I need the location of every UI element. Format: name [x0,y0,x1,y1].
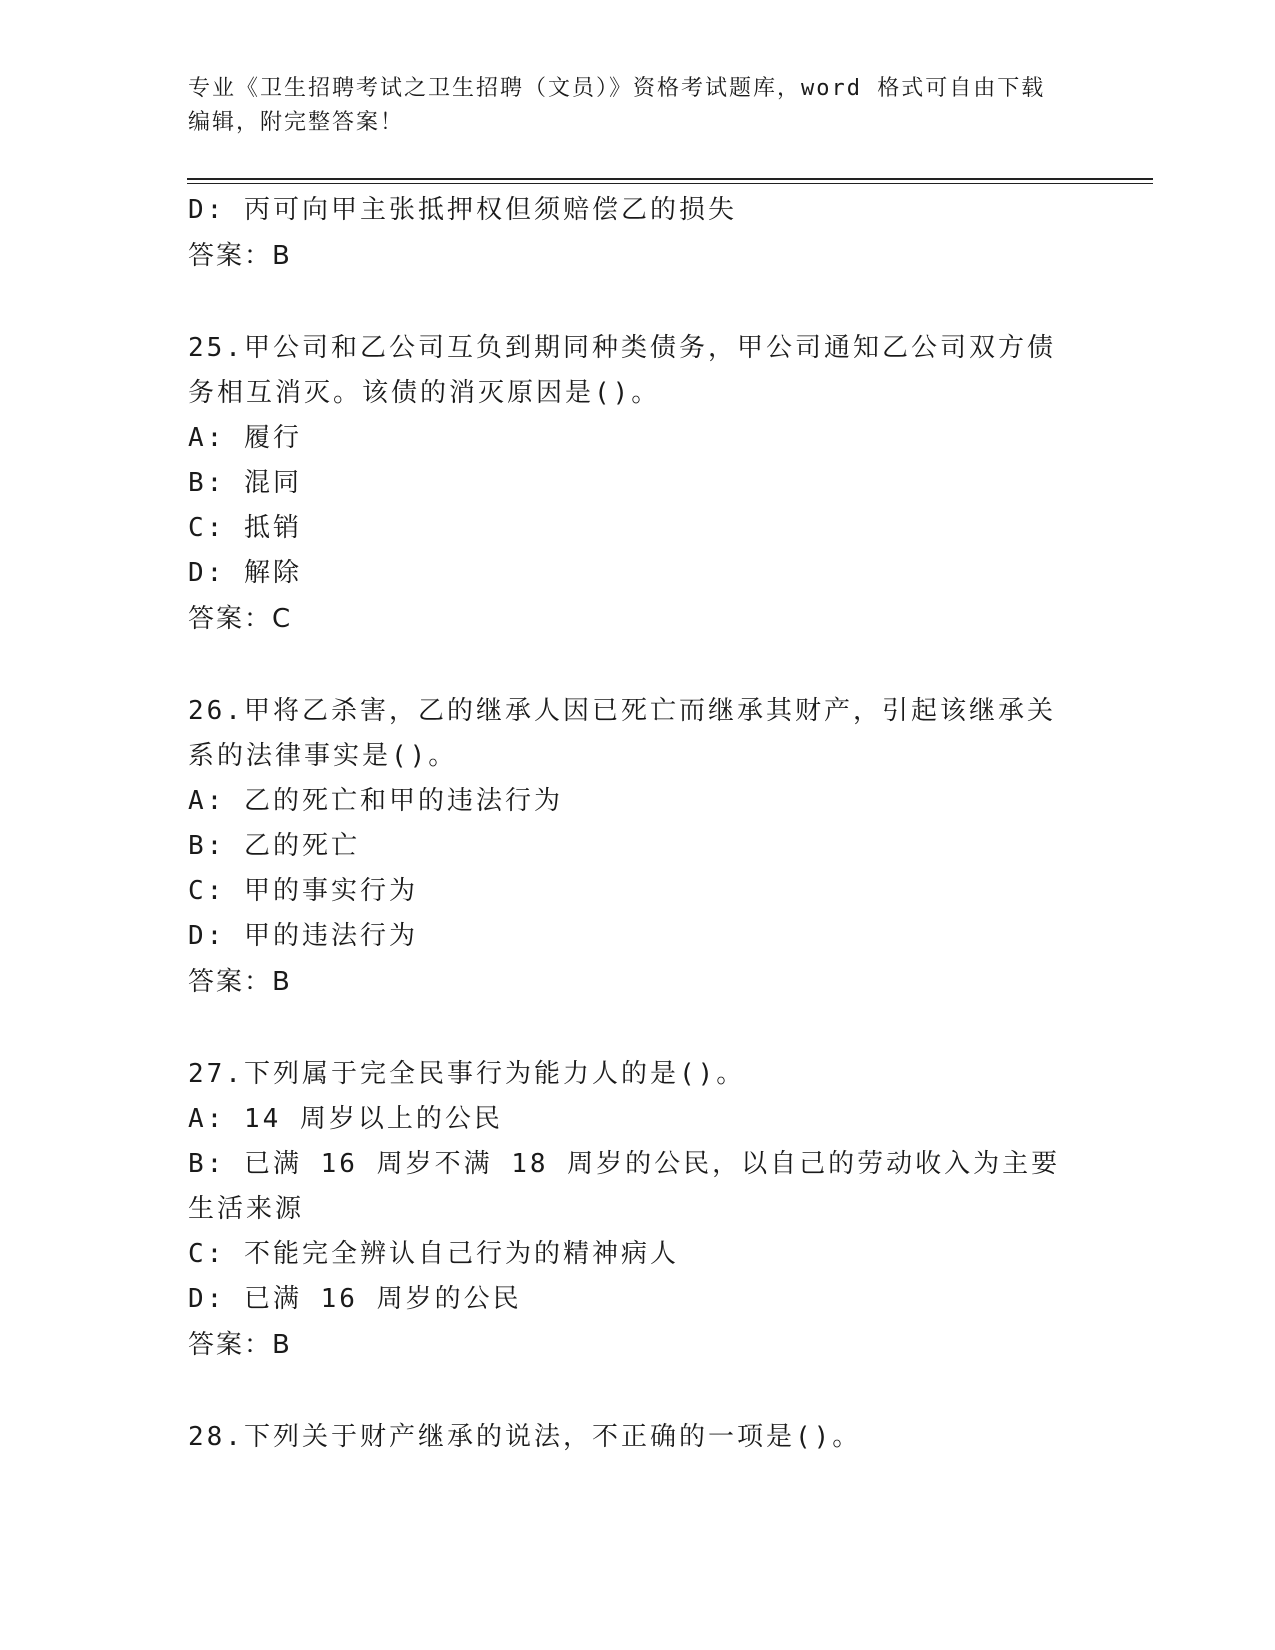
option-d: D: 甲的违法行为 [188,921,418,951]
question-25 [188,326,1088,642]
question-answer: 答案：B [188,967,292,997]
option-d: D: 解除 [188,558,302,588]
header-rule-thin [187,183,1153,184]
option-d: D: 已满 16 周岁的公民 [188,1284,522,1314]
option-c: C: 甲的事实行为 [188,876,418,906]
prev-answer: 答案：B [188,241,292,271]
option-a: A: 14 周岁以上的公民 [188,1104,503,1134]
header-rule-thick [187,178,1153,180]
question-stem: 26.甲将乙杀害，乙的继承人因已死亡而继承其财产，引起该继承关系的法律事实是()。 [188,696,1056,771]
spacer [188,1005,1088,1052]
page-header: 专业《卫生招聘考试之卫生招聘（文员）》资格考试题库，word 格式可自由下载编辑，附完整答案！ [188,76,1046,135]
option-b: B: 混同 [188,468,302,498]
question-answer: 答案：B [188,1330,292,1360]
question-stem: 28.下列关于财产继承的说法，不正确的一项是()。 [188,1422,862,1452]
option-b: B: 乙的死亡 [188,831,360,861]
question-stem: 27.下列属于完全民事行为能力人的是()。 [188,1059,746,1089]
option-c: C: 不能完全辨认自己行为的精神病人 [188,1239,679,1269]
question-28 [188,1415,1088,1460]
option-c: C: 抵销 [188,513,302,543]
question-answer: 答案：C [188,604,293,634]
option-a: A: 履行 [188,423,302,453]
option-b: B: 已满 16 周岁不满 18 周岁的公民，以自己的劳动收入为主要生活来源 [188,1149,1061,1224]
spacer [188,642,1088,689]
prev-option-d: D: 丙可向甲主张抵押权但须赔偿乙的损失 [188,195,737,225]
document-content [188,188,1088,1460]
question-27 [188,1052,1088,1368]
question-26 [188,689,1088,1005]
option-a: A: 乙的死亡和甲的违法行为 [188,786,563,816]
spacer [188,1368,1088,1415]
spacer [188,279,1088,326]
question-stem: 25.甲公司和乙公司互负到期同种类债务，甲公司通知乙公司双方债务相互消灭。该债的消灭原因是()。 [188,333,1056,408]
